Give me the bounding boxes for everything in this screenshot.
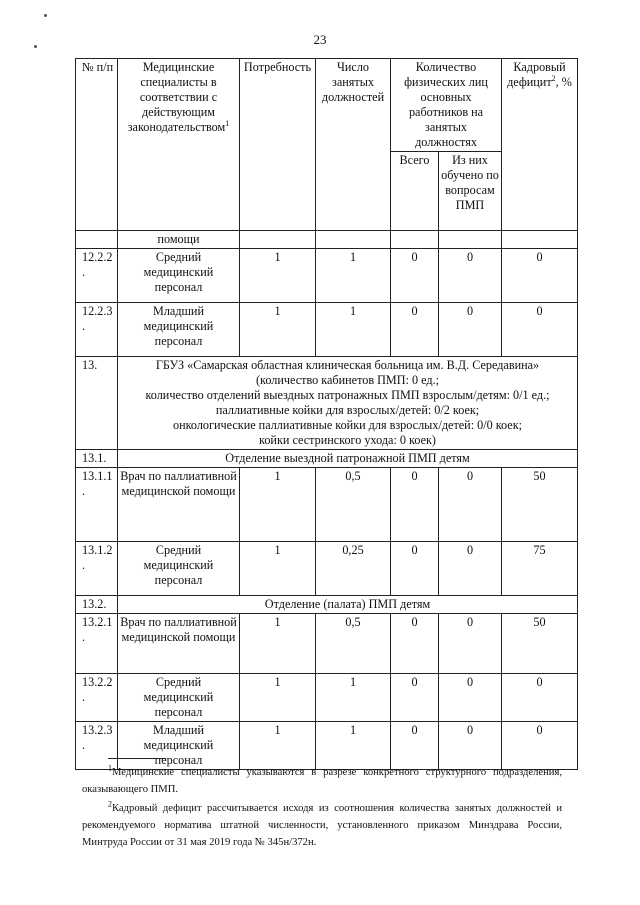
cell-total: 0 bbox=[391, 674, 439, 722]
cell-deficit: 50 bbox=[502, 614, 578, 674]
header-deficit: Кадровый дефицит$^2$, % bbox=[502, 59, 578, 231]
cell-need: 1 bbox=[240, 249, 316, 303]
cell-deficit: 0 bbox=[502, 249, 578, 303]
scan-mark bbox=[44, 14, 47, 17]
cell-spec: Младший медицинский персонал bbox=[118, 722, 240, 770]
cell-num: 12.2.3. bbox=[76, 303, 118, 357]
cell-num: 13.2.2. bbox=[76, 674, 118, 722]
section-row bbox=[76, 596, 578, 614]
table-row bbox=[76, 249, 578, 303]
header-positions: Число занятых должностей bbox=[316, 59, 391, 231]
table-row bbox=[76, 614, 578, 674]
cell-total: 0 bbox=[391, 249, 439, 303]
cell-num: 13.1.2. bbox=[76, 542, 118, 596]
cell-trained: 0 bbox=[439, 614, 502, 674]
cell-need: 1 bbox=[240, 468, 316, 542]
header-physical: Количество физических лиц основных работников на занятых должностях bbox=[391, 59, 502, 152]
cell-positions: 0,25 bbox=[316, 542, 391, 596]
footnotes bbox=[82, 764, 562, 853]
cell-total: 0 bbox=[391, 614, 439, 674]
continuation-text: помощи bbox=[118, 231, 240, 249]
cell-positions: 0,5 bbox=[316, 468, 391, 542]
cell-num: 12.2.2. bbox=[76, 249, 118, 303]
org-num: 13. bbox=[76, 357, 118, 450]
section-num: 13.2. bbox=[76, 596, 118, 614]
cell-positions: 1 bbox=[316, 249, 391, 303]
cell-spec: Средний медицинский персонал bbox=[118, 674, 240, 722]
staffing-table bbox=[75, 58, 578, 770]
cell-total: 0 bbox=[391, 542, 439, 596]
cell-total: 0 bbox=[391, 303, 439, 357]
cell-need: 1 bbox=[240, 674, 316, 722]
cell-num: 13.2.3. bbox=[76, 722, 118, 770]
cell-need: 1 bbox=[240, 614, 316, 674]
cell-spec: Врач по паллиативной медицинской помощи bbox=[118, 614, 240, 674]
cell-deficit: 0 bbox=[502, 674, 578, 722]
cell-total: 0 bbox=[391, 722, 439, 770]
cell-positions: 1 bbox=[316, 722, 391, 770]
cell-deficit: 75 bbox=[502, 542, 578, 596]
rows-group bbox=[76, 614, 578, 770]
table-row bbox=[76, 542, 578, 596]
org-row bbox=[76, 357, 578, 450]
cell-spec: Младший медицинский персонал bbox=[118, 303, 240, 357]
cell-trained: 0 bbox=[439, 542, 502, 596]
header-total: Всего bbox=[391, 152, 439, 231]
table-row bbox=[76, 468, 578, 542]
footnote-1: $^1$Медицинские специалисты указываются в разрезе конкретного структурного подразделения, оказывающего ПМП. bbox=[82, 763, 562, 795]
cell-deficit: 50 bbox=[502, 468, 578, 542]
cell-trained: 0 bbox=[439, 468, 502, 542]
cell-positions: 1 bbox=[316, 303, 391, 357]
section-row bbox=[76, 450, 578, 468]
cell-total: 0 bbox=[391, 468, 439, 542]
cell-positions: 0,5 bbox=[316, 614, 391, 674]
cell-spec: Средний медицинский персонал bbox=[118, 249, 240, 303]
cell-need: 1 bbox=[240, 303, 316, 357]
header-num: № п/п bbox=[76, 59, 118, 231]
table-row bbox=[76, 303, 578, 357]
cell-num: 13.1.1. bbox=[76, 468, 118, 542]
section-title: Отделение выездной патронажной ПМП детям bbox=[118, 450, 578, 468]
rows-group bbox=[76, 249, 578, 357]
cell-trained: 0 bbox=[439, 249, 502, 303]
page-number: 23 bbox=[313, 32, 327, 47]
header-need: Потребность bbox=[240, 59, 316, 231]
cell-trained: 0 bbox=[439, 674, 502, 722]
header-specialists: Медицинские специалисты в соответствии с действующим законодательством$^1$ bbox=[118, 59, 240, 231]
rows-group bbox=[76, 468, 578, 596]
table-row bbox=[76, 722, 578, 770]
table-row bbox=[76, 674, 578, 722]
cell-need: 1 bbox=[240, 542, 316, 596]
cell-deficit: 0 bbox=[502, 722, 578, 770]
cell-spec: Врач по паллиативной медицинской помощи bbox=[118, 468, 240, 542]
footnote-divider bbox=[108, 758, 166, 759]
cell-trained: 0 bbox=[439, 722, 502, 770]
cell-need: 1 bbox=[240, 722, 316, 770]
cell-spec: Средний медицинский персонал bbox=[118, 542, 240, 596]
table-header-row bbox=[76, 59, 578, 152]
cell-trained: 0 bbox=[439, 303, 502, 357]
cell-num: 13.2.1. bbox=[76, 614, 118, 674]
section-num: 13.1. bbox=[76, 450, 118, 468]
org-description: ГБУЗ «Самарская областная клиническая больница им. В.Д. Середавина» (количество кабинетов ПМП: 0 ед.; количество отделений выездных патронажных ПМП взрослым/детям: 0/1 ед.; паллиативные койки для взрослых/детей: 0/2 коек; онкологические паллиативные койки для взрослых/детей: 0/0 коек; койки сестринского ухода: 0 коек) bbox=[118, 357, 578, 450]
section-title: Отделение (палата) ПМП детям bbox=[118, 596, 578, 614]
header-trained: Из них обучено по вопросам ПМП bbox=[439, 152, 502, 231]
cell-positions: 1 bbox=[316, 674, 391, 722]
table-row bbox=[76, 231, 578, 249]
footnote-2: $^2$Кадровый дефицит рассчитывается исходя из соотношения количества занятых должностей и рекомендуемого норматива штатной численности, установленного приказом Минздрава России, Минтруда России от 31 мая 2019 года № 345н/372н. bbox=[82, 799, 562, 848]
cell-deficit: 0 bbox=[502, 303, 578, 357]
